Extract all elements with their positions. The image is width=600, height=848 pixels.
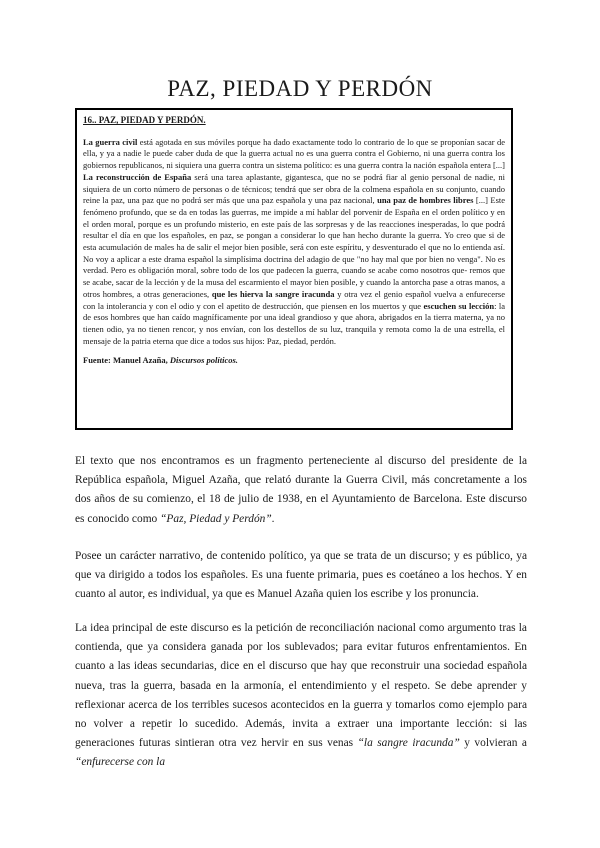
paragraph-classification: Posee un carácter narrativo, de contenido político, ya que se trata de un discurso; y es público, ya que va dirigido a todos los españoles. Es una fuente primaria, pues es coetáneo a los hechos. Y en cuanto al autor, es individual, ya que es Manuel Azaña quien los escribe y los pronuncia.: [75, 550, 527, 601]
paragraph-introduction: El texto que nos encontramos es un fragmento perteneciente al discurso del presidente de la República española, Miguel Azaña, que relató durante la Guerra Civil, más concretamente a los dos años de su comienzo, el 18 de julio de 1938, en el Ayuntamiento de Barcelona. Este discurso es conocido como “Paz, Piedad y Perdón”.: [75, 455, 527, 525]
source-heading: 16.. PAZ, PIEDAD Y PERDÓN.: [83, 115, 206, 125]
source-text-box: [75, 108, 513, 430]
source-citation: Fuente: Manuel Azaña, Discursos políticos.: [83, 355, 238, 366]
page-title: PAZ, PIEDAD Y PERDÓN: [167, 76, 433, 101]
source-quote: La guerra civil está agotada en sus móviles porque ha dado exactamente todo lo contrario de lo que se proponían sacar de ella, y ya a nadie le puede caber duda de que la guerra actual no es una guerra contra el Gobierno, ni una guerra contra los gobiernos republicanos, ni siquiera una guerra contra un sistema político: es una guerra contra la nación española entera [...] La reconstrucción de España será una tarea aplastante, gigantesca, que no se podrá fiar al genio personal de nadie, ni siquiera de un corto número de personas o de técnicos; tendrá que ser obra de la colmena española en su conjunto, cuando reine la paz, una paz que no podrá ser más que una paz española y una paz nacional, una paz de hombres libres [...] Este fenómeno profundo, que se da en todas las guerras, me impide a mí hablar del porvenir de España en el orden político y en el orden moral, porque es un profundo misterio, en este país de las sorpresas y de las reacciones inesperadas, lo que podrá resultar el día en que los españoles, en paz, se pongan a considerar lo que han hecho durante la guerra. Yo creo que si de esta acumulación de males ha de salir el mejor bien posible, será con este espíritu, y desventurado el que no lo entienda así. No voy a aplicar a este drama español la simplísima doctrina del adagio de que "no hay mal que por bien no venga". No es verdad. Pero es obligación moral, sobre todo de los que padecen la guerra, cuando se acabe como nosotros que- remos que se acabe, sacar de la lección y de la musa del escarmiento el mayor bien posible, y cuando la antorcha pase a otras manos, a otros hombres, a otras generaciones, que les hierva la sangre iracunda y otra vez el genio español vuelva a enfurecerse con la intolerancia y con el odio y con el apetito de destrucción, que piensen en los muertos y que escuchen su lección: la de esos hombres que han caído magníficamente por una ideal grandioso y que ahora, abrigados en la tierra materna, ya no tienen odio, ya no tienen rencor, y nos envían, con los destellos de su luz, tranquila y remota como la de una estrella, el mensaje de la patria eterna que dice a todos sus hijos: Paz, piedad, perdón.: [83, 136, 506, 346]
paragraph-main-idea: La idea principal de este discurso es la petición de reconciliación nacional como argumento tras la contienda, que ya considera ganada por los sublevados; para evitar futuros enfrentamientos. En cuanto a las ideas secundarias, dice en el discurso que hay que reconstruir una sociedad española nueva, tras la guerra, basada en la armonía, el entendimiento y el respeto. Se debe aprender y reflexionar acerca de los terribles sucesos acontecidos en la guerra y tomarlos como ejemplo para no volver a repetir lo sucedido. Además, invita a extraer una importante lección: si las generaciones futuras sintieran otra vez hervir en sus venas “la sangre iracunda” y volvieran a “enfurecerse con la: [75, 622, 527, 769]
